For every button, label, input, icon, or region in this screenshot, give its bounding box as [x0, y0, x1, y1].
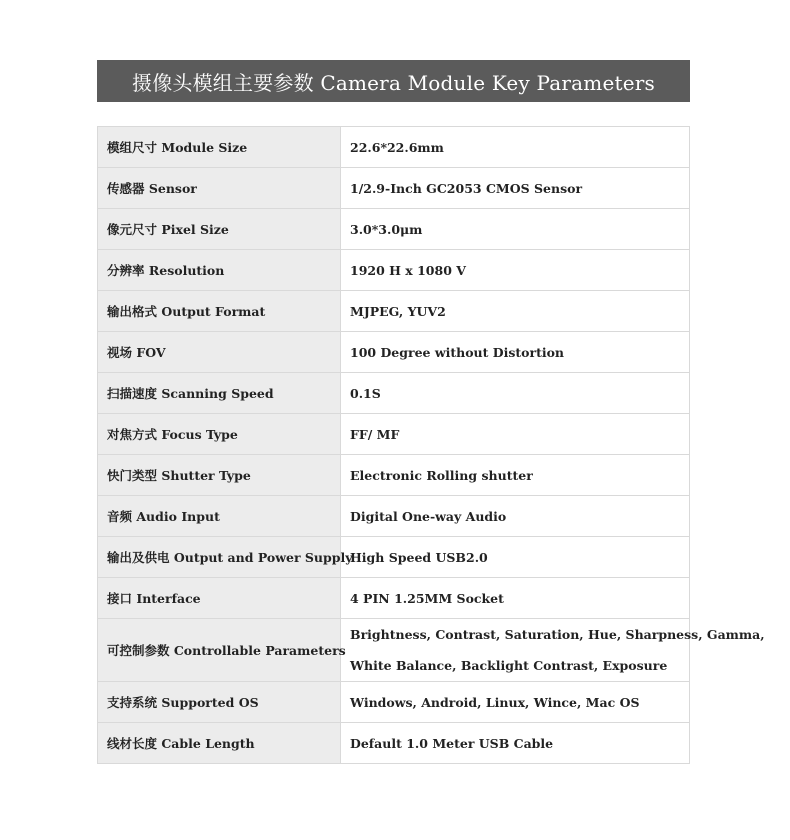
- param-label-sensor: 传感器 Sensor: [98, 168, 341, 209]
- param-value-pixel-size: 3.0*3.0μm: [341, 209, 690, 250]
- table-row: [98, 127, 690, 168]
- parameters-table: [97, 126, 765, 764]
- param-value-controllable: [341, 619, 765, 682]
- param-value-scanning-speed: 0.1S: [341, 373, 690, 414]
- param-label-supported-os: 支持系统 Supported OS: [98, 682, 341, 723]
- param-value-sensor: 1/2.9-Inch GC2053 CMOS Sensor: [341, 168, 690, 209]
- param-value-cable-length: Default 1.0 Meter USB Cable: [341, 723, 690, 764]
- param-label-focus-type: 对焦方式 Focus Type: [98, 414, 341, 455]
- param-label-cable-length: 线材长度 Cable Length: [98, 723, 341, 764]
- table-row: [98, 414, 690, 455]
- table-row: [98, 496, 690, 537]
- param-label-output-format: 输出格式 Output Format: [98, 291, 341, 332]
- table-row: [98, 537, 690, 578]
- table-row: [98, 578, 690, 619]
- param-value-output-power: High Speed USB2.0: [341, 537, 690, 578]
- table-row: [98, 291, 690, 332]
- page-title: 摄像头模组主要参数 Camera Module Key Parameters: [97, 60, 690, 102]
- param-label-interface: 接口 Interface: [98, 578, 341, 619]
- param-value-resolution: 1920 H x 1080 V: [341, 250, 690, 291]
- table-row: [98, 723, 690, 764]
- param-value-controllable-line: White Balance, Backlight Contrast, Exposure: [350, 658, 668, 673]
- param-value-controllable-line: Brightness, Contrast, Saturation, Hue, Sharpness, Gamma,: [350, 627, 765, 642]
- param-label-module-size: 模组尺寸 Module Size: [98, 127, 341, 168]
- param-value-supported-os: Windows, Android, Linux, Wince, Mac OS: [341, 682, 690, 723]
- table-row: [98, 455, 690, 496]
- param-label-shutter-type: 快门类型 Shutter Type: [98, 455, 341, 496]
- table-row: [98, 209, 690, 250]
- param-value-interface: 4 PIN 1.25MM Socket: [341, 578, 690, 619]
- table-row: [98, 250, 690, 291]
- param-value-module-size: 22.6*22.6mm: [341, 127, 690, 168]
- table-row: [98, 168, 690, 209]
- param-value-shutter-type: Electronic Rolling shutter: [341, 455, 690, 496]
- param-label-audio-input: 音频 Audio Input: [98, 496, 341, 537]
- param-label-pixel-size: 像元尺寸 Pixel Size: [98, 209, 341, 250]
- param-value-output-format: MJPEG, YUV2: [341, 291, 690, 332]
- param-value-audio-input: Digital One-way Audio: [341, 496, 690, 537]
- param-value-fov: 100 Degree without Distortion: [341, 332, 690, 373]
- param-label-controllable: 可控制参数 Controllable Parameters: [98, 619, 341, 682]
- param-label-scanning-speed: 扫描速度 Scanning Speed: [98, 373, 341, 414]
- param-label-resolution: 分辨率 Resolution: [98, 250, 341, 291]
- param-value-focus-type: FF/ MF: [341, 414, 690, 455]
- table-row: [98, 332, 690, 373]
- param-label-output-power: 输出及供电 Output and Power Supply: [98, 537, 341, 578]
- table-row: [98, 619, 690, 682]
- table-row: [98, 373, 690, 414]
- param-label-fov: 视场 FOV: [98, 332, 341, 373]
- table-row: [98, 682, 690, 723]
